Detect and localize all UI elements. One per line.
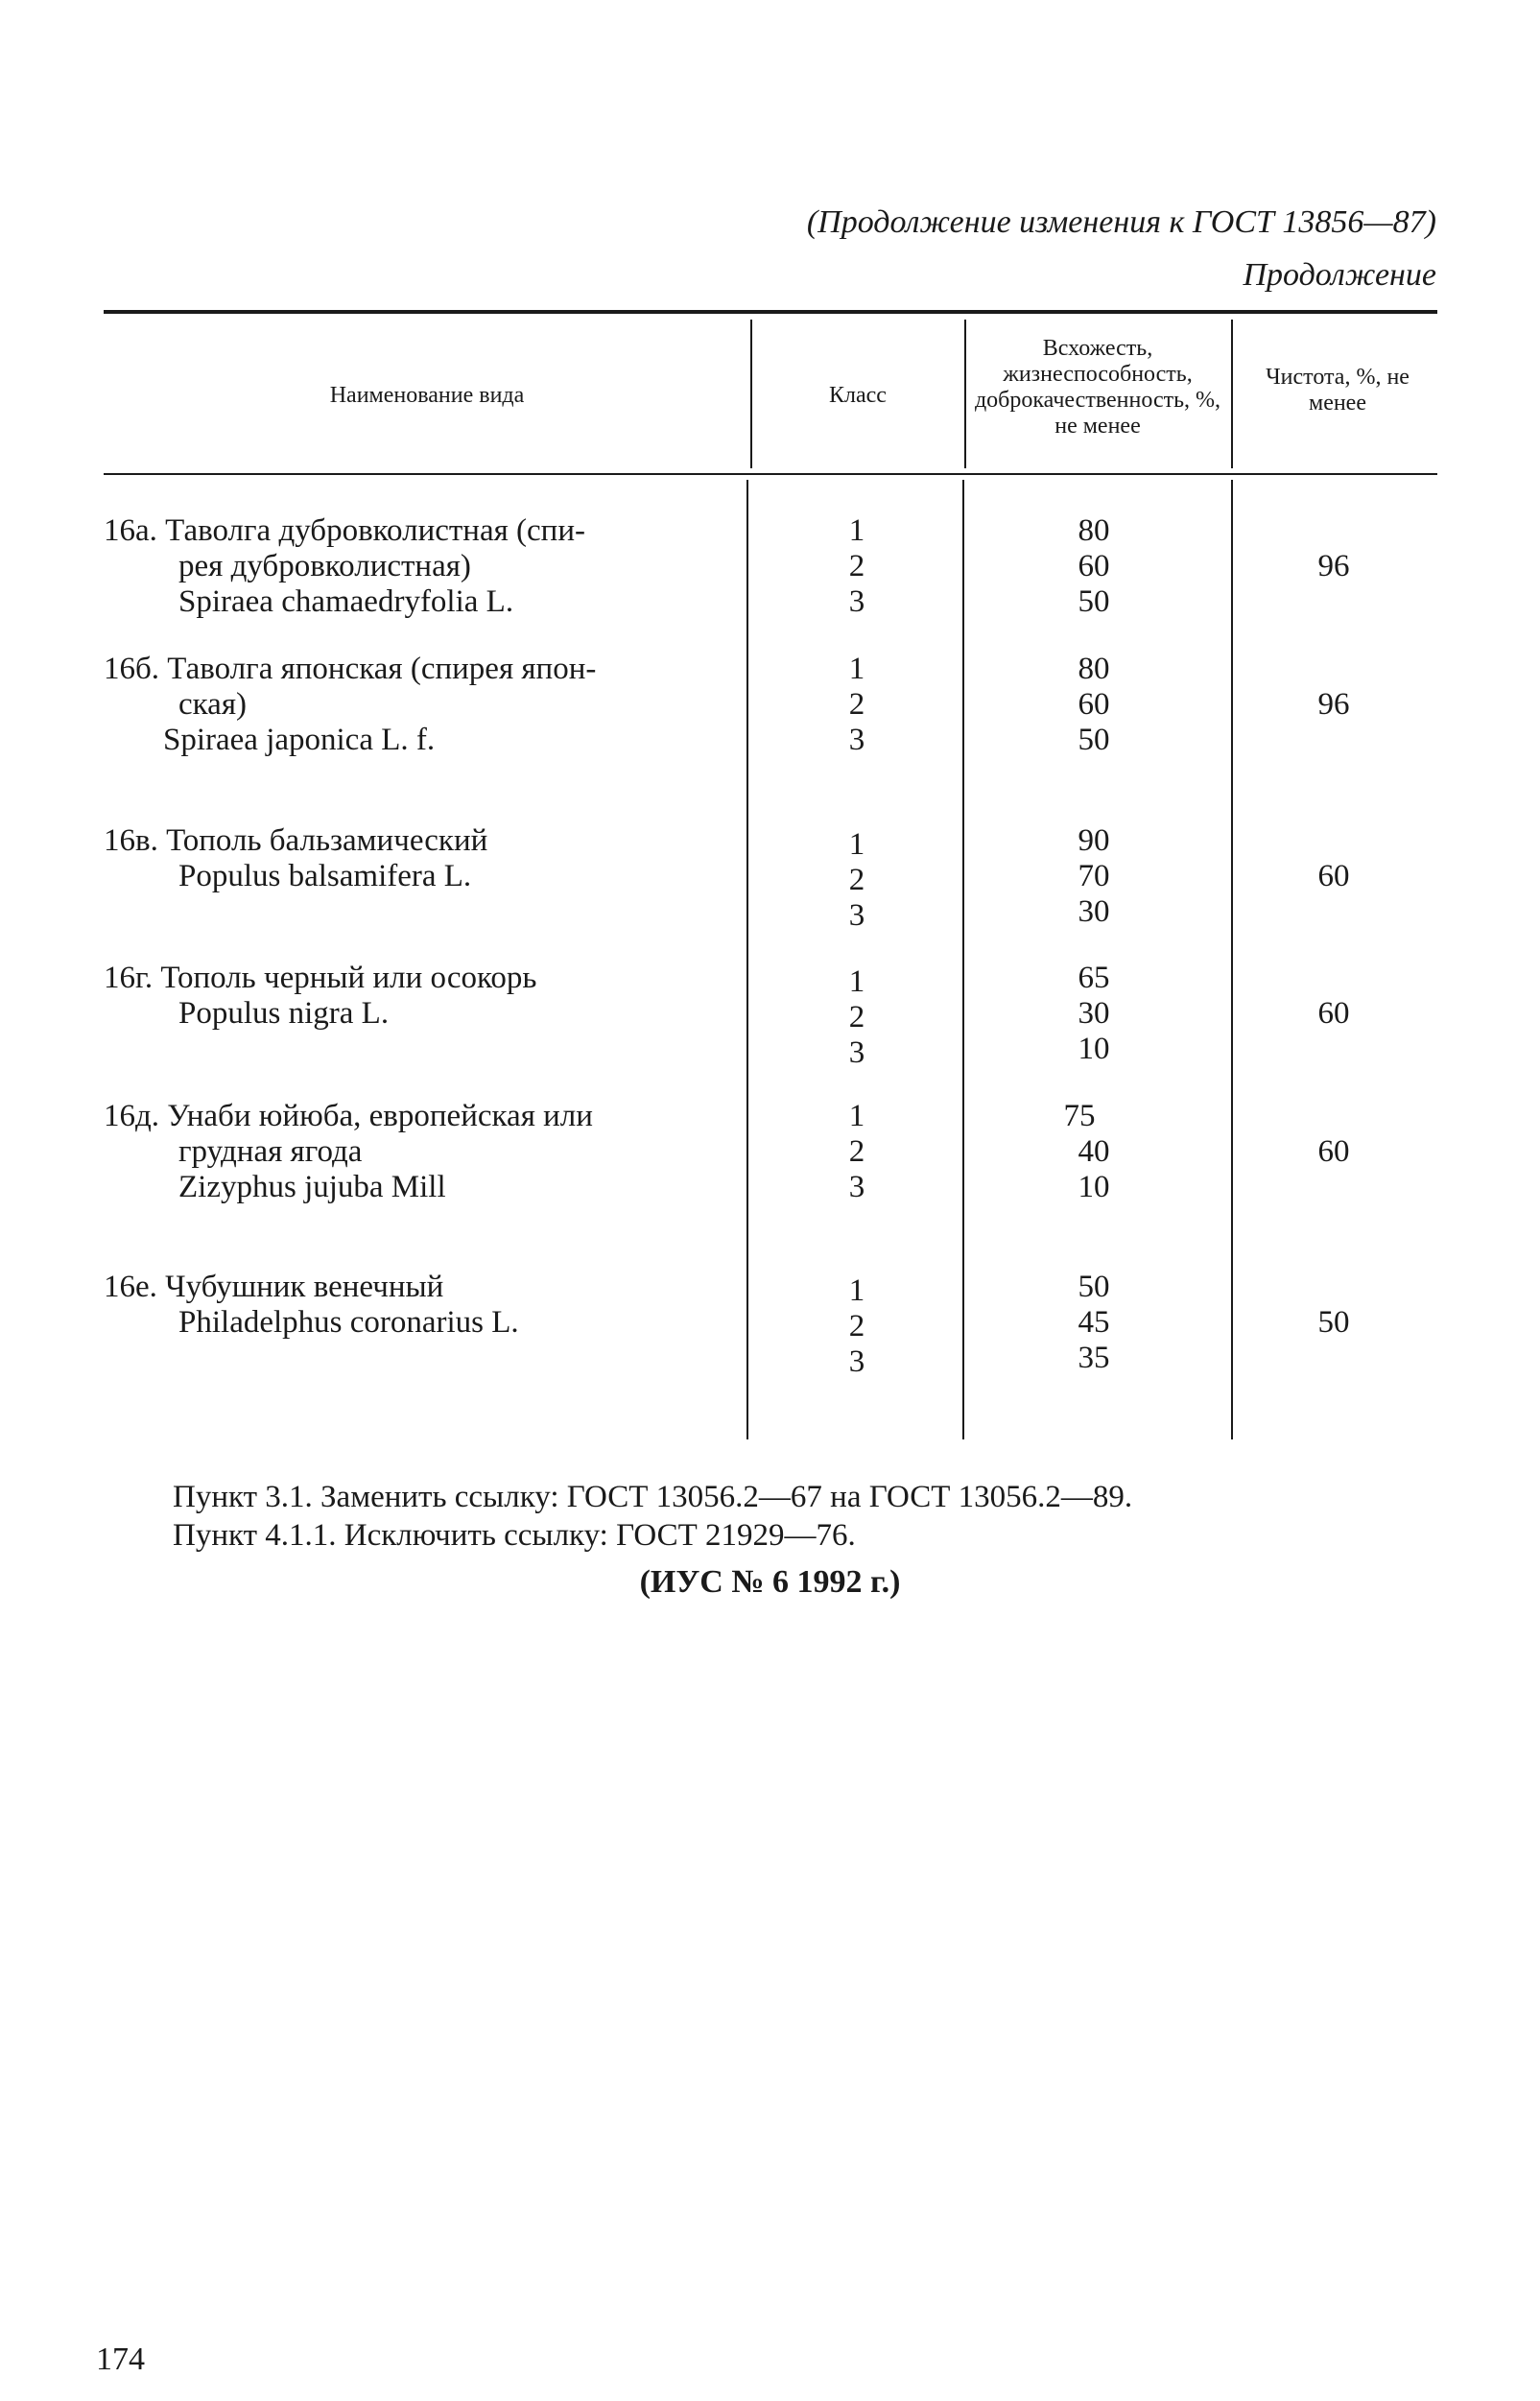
- germination-value: 50: [1078, 723, 1110, 757]
- class-value: 1: [848, 827, 865, 862]
- species-latin-name: Philadelphus coronarius L.: [178, 1305, 519, 1340]
- class-value: 3: [848, 898, 865, 933]
- germination-value: 10: [1078, 1032, 1110, 1066]
- species-name-line: 16б. Таволга японская (спирея япон-: [104, 652, 597, 686]
- germination-value: 30: [1078, 996, 1110, 1031]
- species-name-line: грудная ягода: [178, 1134, 363, 1169]
- germination-value: 80: [1078, 652, 1110, 686]
- class-value: 2: [848, 549, 865, 583]
- germination-value: 75: [1063, 1099, 1096, 1133]
- column-divider: [964, 320, 966, 468]
- purity-value: 60: [1317, 996, 1350, 1031]
- class-value: 3: [848, 584, 865, 619]
- purity-value: 50: [1317, 1305, 1350, 1340]
- class-value: 1: [848, 513, 865, 548]
- column-header-name: Наименование вида: [329, 383, 525, 408]
- continued-label: Продолжение: [1243, 257, 1436, 293]
- species-name-line: 16в. Тополь бальзамический: [104, 823, 488, 858]
- germination-value: 50: [1078, 1270, 1110, 1304]
- purity-value: 60: [1317, 859, 1350, 893]
- purity-value: 60: [1317, 1134, 1350, 1169]
- continuation-header: (Продолжение изменения к ГОСТ 13856—87): [806, 204, 1436, 240]
- species-name-line: 16г. Тополь черный или осокорь: [104, 961, 537, 995]
- species-latin-name: Spiraea japonica L. f.: [163, 723, 436, 757]
- header-bottom-rule: [104, 473, 1437, 475]
- class-value: 1: [848, 964, 865, 999]
- species-name-line: 16д. Унаби юйюба, европейская или: [104, 1099, 593, 1133]
- germination-value: 50: [1078, 584, 1110, 619]
- class-value: 2: [848, 1134, 865, 1169]
- amendment-note: Пункт 4.1.1. Исключить ссылку: ГОСТ 21929—76.: [173, 1518, 856, 1553]
- class-value: 2: [848, 687, 865, 722]
- table-top-rule: [104, 310, 1437, 314]
- class-value: 2: [848, 1000, 865, 1034]
- species-latin-name: Populus nigra L.: [178, 996, 390, 1031]
- germination-value: 45: [1078, 1305, 1110, 1340]
- species-latin-name: Zizyphus jujuba Mill: [178, 1170, 446, 1204]
- germination-value: 80: [1078, 513, 1110, 548]
- germination-value: 60: [1078, 687, 1110, 722]
- germination-value: 65: [1078, 961, 1110, 995]
- germination-value: 10: [1078, 1170, 1110, 1204]
- class-value: 3: [848, 1344, 865, 1379]
- class-value: 3: [848, 1035, 865, 1070]
- page-number: 174: [96, 2342, 145, 2377]
- class-value: 3: [848, 1170, 865, 1204]
- germination-value: 35: [1078, 1341, 1110, 1375]
- purity-value: 96: [1317, 687, 1350, 722]
- purity-value: 96: [1317, 549, 1350, 583]
- species-name-line: рея дубровколистная): [178, 549, 471, 583]
- class-value: 3: [848, 723, 865, 757]
- column-divider: [750, 320, 752, 468]
- species-latin-name: Spiraea chamaedryfolia L.: [178, 584, 514, 619]
- germination-value: 40: [1078, 1134, 1110, 1169]
- class-value: 2: [848, 1309, 865, 1343]
- class-value: 2: [848, 863, 865, 897]
- amendment-note: Пункт 3.1. Заменить ссылку: ГОСТ 13056.2—67 на ГОСТ 13056.2—89.: [173, 1480, 1133, 1514]
- column-header-purity: Чистота, %, не менее: [1266, 365, 1410, 416]
- species-name-line: 16а. Таволга дубровколистная (спи-: [104, 513, 585, 548]
- column-divider: [746, 480, 748, 1439]
- species-latin-name: Populus balsamifera L.: [178, 859, 472, 893]
- column-divider: [1231, 480, 1233, 1439]
- source-reference: (ИУС № 6 1992 г.): [639, 1564, 901, 1600]
- germination-value: 30: [1078, 894, 1110, 929]
- amendment-notes: [173, 1478, 1132, 1555]
- germination-value: 90: [1078, 823, 1110, 858]
- germination-value: 70: [1078, 859, 1110, 893]
- class-value: 1: [848, 652, 865, 686]
- class-value: 1: [848, 1099, 865, 1133]
- class-value: 1: [848, 1273, 865, 1308]
- column-header-germination: Всхожесть, жизнеспособность, доброкачественность, %, не менее: [974, 336, 1221, 439]
- column-divider: [1231, 320, 1233, 468]
- species-name-line: 16е. Чубушник венечный: [104, 1270, 444, 1304]
- column-divider: [962, 480, 964, 1439]
- species-name-line: ская): [178, 687, 247, 722]
- germination-value: 60: [1078, 549, 1110, 583]
- column-header-class: Класс: [829, 383, 887, 408]
